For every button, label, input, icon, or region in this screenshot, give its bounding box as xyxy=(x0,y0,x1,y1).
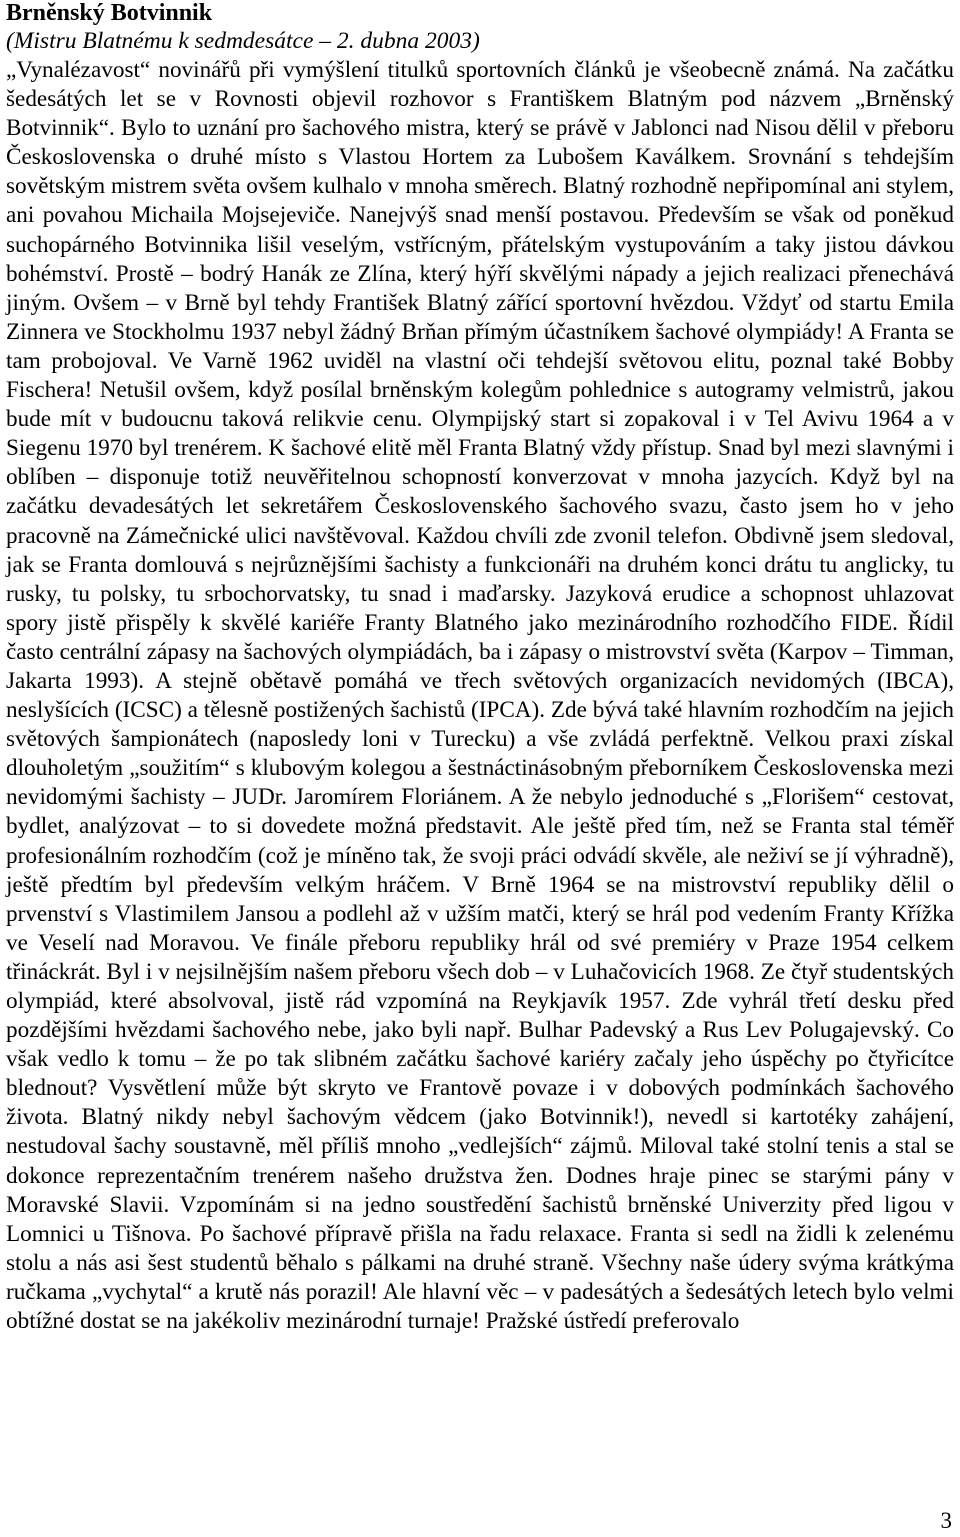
article-subtitle: (Mistru Blatnému k sedmdesátce – 2. dubna 2003) xyxy=(6,28,480,54)
article-body: „Vynalézavost“ novinářů při vymýšlení titulků sportovních článků je všeobecně známá. Na začátku šedesátých let se v Rovnosti objevil rozhovor s Františkem Blatným pod názvem „Brněnský Botvinnik“. Bylo to uznání pro šachového mistra, který se právě v Jablonci nad Nisou dělil v přeboru Československa o druhé místo s Vlastou Hortem za Lubošem Kaválkem. Srovnání s tehdejším sovětským mistrem světa ovšem kulhalo v mnoha směrech. Blatný rozhodně nepřipomínal ani stylem, ani povahou Michaila Mojsejeviče. Nanejvýš snad menší postavou. Především se však od poněkud suchopárného Botvinnika lišil veselým, vstřícným, přátelským vystupováním a taky jistou dávkou bohémství. Prostě – bodrý Hanák ze Zlína, který hýří skvělými nápady a jejich realizaci přenechává jiným. Ovšem – v Brně byl tehdy František Blatný zářící sportovní hvězdou. Vždyť od startu Emila Zinnera ve Stockholmu 1937 nebyl žádný Brňan přímým účastníkem šachové olympiády! A Franta se tam probojoval. Ve Varně 1962 uviděl na vlastní oči tehdejší světovou elitu, poznal také Bobby Fischera! Netušil ovšem, když posílal brněnským kolegům pohlednice s autogramy velmistrů, jakou bude mít v budoucnu taková relikvie cenu. Olympijský start si zopakoval i v Tel Avivu 1964 a v Siegenu 1970 byl trenérem. K šachové elitě měl Franta Blatný vždy přístup. Snad byl mezi slavnými i oblíben – disponuje totiž neuvěřitelnou schopností konverzovat v mnoha jazycích. Když byl na začátku devadesátých let sekretářem Československého šachového svazu, často jsem ho v jeho pracovně na Zámečnické ulici navštěvoval. Každou chvíli zde zvonil telefon. Obdivně jsem sledoval, jak se Franta domlouvá s nejrůznějšími šachisty a funkcionáři na druhém konci drátu tu anglicky, tu rusky, tu polsky, tu srbochorvatsky, tu snad i maďarsky. Jazyková erudice a schopnost uhlazovat spory jistě přispěly k skvělé kariéře Franty Blatného jako mezinárodního rozhodčího FIDE. Řídil často centrální zápasy na šachových olympiádách, ba i zápasy o mistrovství světa (Karpov – Timman, Jakarta 1993). A stejně obětavě pomáhá ve třech světových organizacích nevidomých (IBCA), neslyšících (ICSC) a tělesně postižených šachistů (IPCA). Zde bývá také hlavním rozhodčím na jejich světových šampionátech (naposledy loni v Turecku) a vše zvládá perfektně. Velkou praxi získal dlouholetým „soužitím“ s klubovým kolegou a šestnáctinásobným přeborníkem Československa mezi nevidomými šachisty – JUDr. Jaromírem Floriánem. A že nebylo jednoduché s „Florišem“ cestovat, bydlet, analýzovat – to si dovedete možná představit. Ale ještě před tím, než se Franta stal téměř profesionálním rozhodčím (což je míněno tak, že svoji práci odvádí skvěle, ale neživí se jí výhradně), ještě předtím byl především velkým hráčem. V Brně 1964 se na mistrovství republiky dělil o prvenství s Vlastimilem Jansou a podlehl až v užším matči, který se hrál pod vedením Franty Křížka ve Veselí nad Moravou. Ve finále přeboru republiky hrál od své premiéry v Praze 1954 celkem třináckrát. Byl i v nejsilnějším našem přeboru všech dob – v Luhačovicích 1968. Ze čtyř studentských olympiád, které absolvoval, jistě rád vzpomíná na Reykjavík 1957. Zde vyhrál třetí desku před pozdějšími hvězdami šachového nebe, jako byli např. Bulhar Padevský a Rus Lev Polugajevský. Co však vedlo k tomu – že po tak slibném začátku šachové kariéry začaly jeho úspěchy po čtyřicítce blednout? Vysvětlení může být skryto ve Frantově povaze i v dobových podmínkách šachového života. Blatný nikdy nebyl šachovým vědcem (jako Botvinnik!), nevedl si kartotéky zahájení, nestudoval šachy soustavně, měl příliš mnoho „vedlejších“ zájmů. Miloval také stolní tenis a stal se dokonce reprezentačním trenérem našeho družstva žen. Dodnes hraje pinec se starými pány v Moravské Slavii. Vzpomínám si na jedno soustředění šachistů brněnské Univerzity před ligou v Lomnici u Tišnova. Po šachové přípravě přišla na řadu relaxace. Franta si sedl na židli k zelenému stolu a nás asi šest studentů běhalo s pálkami na druhé straně. Všechny naše údery svýma krátkýma ručkama „vychytal“ a krutě nás porazil! Ale hlavní věc – v padesátých a šedesátých letech bylo velmi obtížné dostat se na jakékoliv mezinárodní turnaje! Pražské ústředí preferovalo xyxy=(6,57,954,1335)
page-number: 3 xyxy=(940,1508,952,1533)
document-page xyxy=(6,0,954,1336)
article-title: Brněnský Botvinnik xyxy=(6,0,213,26)
